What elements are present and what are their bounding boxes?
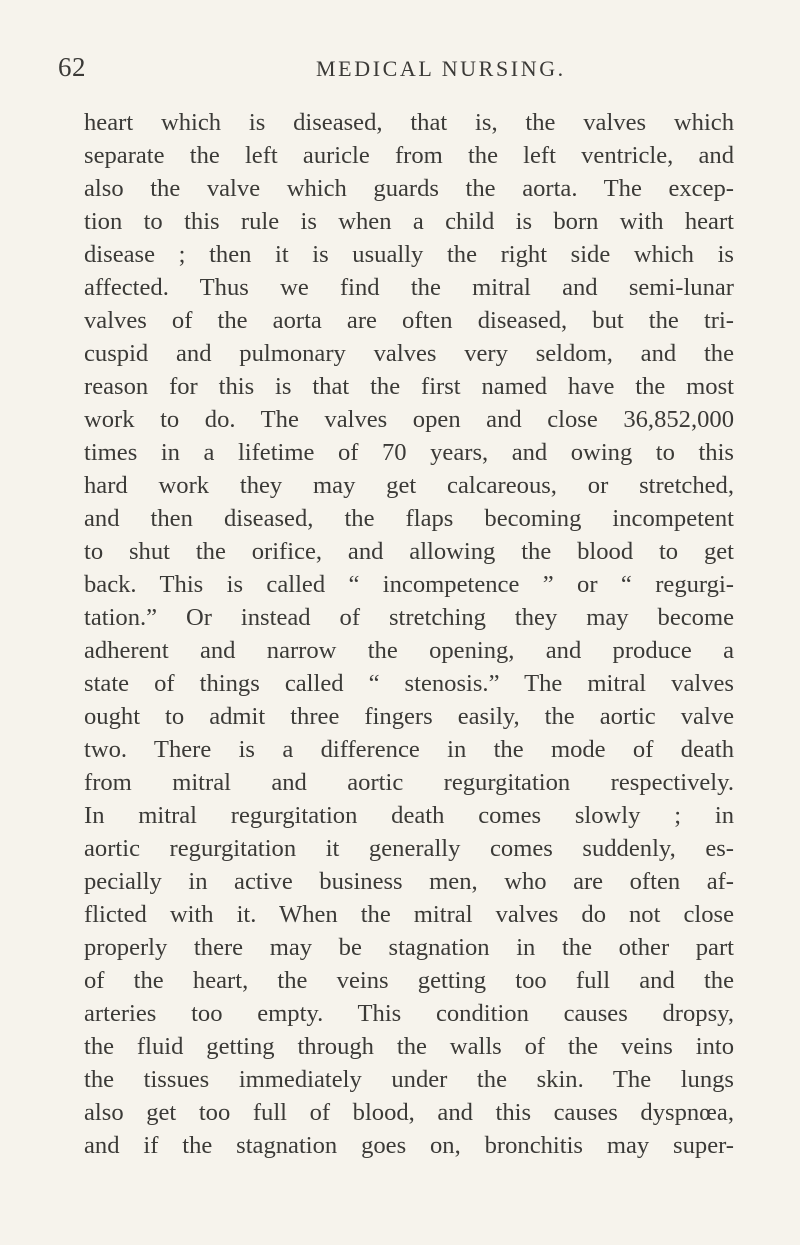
text-line: arteries too empty. This condition causes dropsy,: [84, 1000, 734, 1027]
text-line: ought to admit three fingers easily, the aortic valve: [84, 703, 734, 730]
text-line: also the valve which guards the aorta. The excep-: [84, 175, 734, 202]
text-line: tation.” Or instead of stretching they may become: [84, 604, 734, 631]
text-line: tion to this rule is when a child is born with heart: [84, 208, 734, 235]
text-line: two. There is a difference in the mode of death: [84, 736, 734, 763]
text-line: times in a lifetime of 70 years, and owing to this: [84, 439, 734, 466]
text-line: hard work they may get calcareous, or stretched,: [84, 472, 734, 499]
text-line: In mitral regurgitation death comes slowly ; in: [84, 802, 734, 829]
text-line: disease ; then it is usually the right side which is: [84, 241, 734, 268]
text-line: and then diseased, the flaps becoming incompetent: [84, 505, 734, 532]
text-line: back. This is called “ incompetence ” or “ regurgi-: [84, 571, 734, 598]
running-head: MEDICAL NURSING.: [316, 56, 566, 81]
text-line: and if the stagnation goes on, bronchitis may super-: [84, 1132, 734, 1159]
text-line: the fluid getting through the walls of the veins into: [84, 1033, 734, 1060]
text-line: aortic regurgitation it generally comes suddenly, es-: [84, 835, 734, 862]
text-line: state of things called “ stenosis.” The mitral valves: [84, 670, 734, 697]
text-line: flicted with it. When the mitral valves do not close: [84, 901, 734, 928]
body-text: [84, 106, 734, 1162]
text-line: affected. Thus we find the mitral and semi-lunar: [84, 274, 734, 301]
text-line: cuspid and pulmonary valves very seldom, and the: [84, 340, 734, 367]
text-line: properly there may be stagnation in the other part: [84, 934, 734, 961]
text-line: the tissues immediately under the skin. The lungs: [84, 1066, 734, 1093]
text-line: also get too full of blood, and this causes dyspnœa,: [84, 1099, 734, 1126]
text-line: pecially in active business men, who are often af-: [84, 868, 734, 895]
text-line: reason for this is that the first named have the most: [84, 373, 734, 400]
page-number: 62: [58, 52, 86, 82]
text-line: of the heart, the veins getting too full and the: [84, 967, 734, 994]
text-line: adherent and narrow the opening, and produce a: [84, 637, 734, 664]
text-line: work to do. The valves open and close 36,852,000: [84, 406, 734, 433]
text-line: heart which is diseased, that is, the valves which: [84, 109, 734, 136]
page-header: [58, 52, 708, 86]
text-line: separate the left auricle from the left ventricle, and: [84, 142, 734, 169]
text-line: to shut the orifice, and allowing the blood to get: [84, 538, 734, 565]
text-line: valves of the aorta are often diseased, but the tri-: [84, 307, 734, 334]
text-line: from mitral and aortic regurgitation respectively.: [84, 769, 734, 796]
